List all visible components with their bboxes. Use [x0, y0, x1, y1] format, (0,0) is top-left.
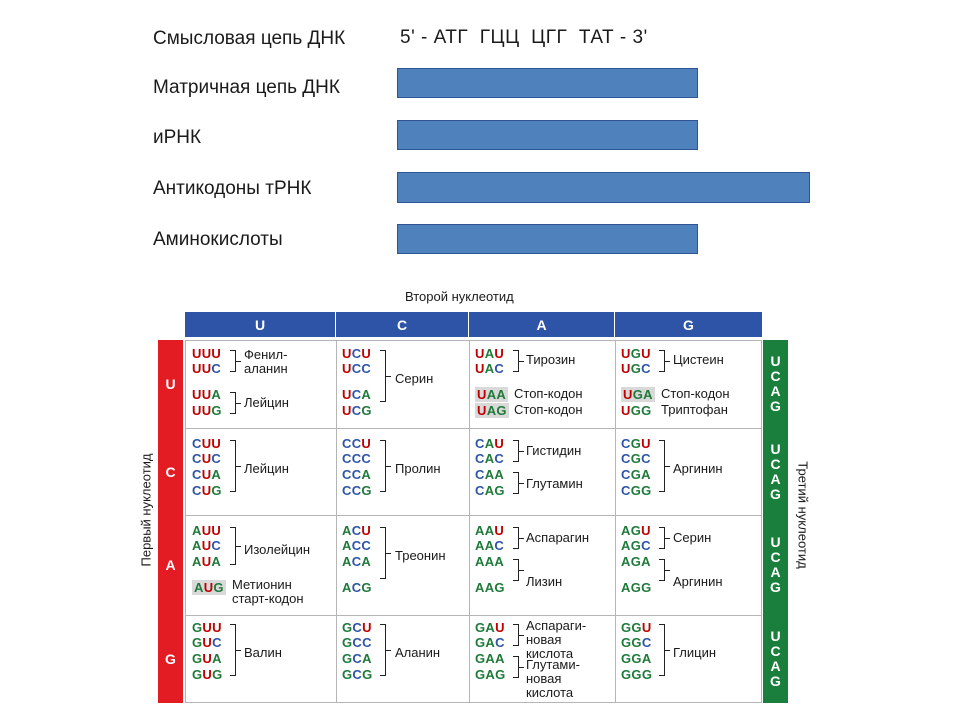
- amino-acid-label: Аспарагин: [526, 530, 590, 545]
- amino-acid-label: Глутами-: [526, 657, 580, 672]
- codon-ccc: CCC: [342, 451, 372, 466]
- column-header-a: A: [469, 312, 615, 337]
- codon-gac: GAC: [475, 635, 505, 650]
- codon-bracket: [380, 440, 386, 492]
- template-strand-label: Матричная цепь ДНК: [153, 77, 340, 98]
- codon-bracket: [230, 527, 236, 565]
- codon-uac: UAC: [475, 361, 505, 376]
- codon-bracket: [230, 624, 236, 676]
- amino-acid-label: Лизин: [526, 574, 563, 589]
- first-nucleotide-title: Первый нуклеотид: [138, 453, 154, 567]
- amino-acid-label: Серин: [395, 371, 434, 386]
- column-header-g: G: [615, 312, 762, 337]
- codon-gcg: GCG: [342, 667, 373, 682]
- codon-ucu: UCU: [342, 346, 372, 361]
- codon-bracket: [230, 392, 236, 414]
- codon-aga: AGA: [621, 554, 651, 569]
- third-letters-u: [763, 340, 788, 428]
- codon-bracket: [513, 350, 519, 372]
- trna-anticodons-label: Антикодоны тРНК: [153, 178, 312, 199]
- codon-cug: CUG: [192, 483, 222, 498]
- sense-strand-label: Смысловая цепь ДНК: [153, 28, 346, 49]
- amino-acid-label: Глутамин: [526, 476, 583, 491]
- codon-aaa: AAA: [475, 554, 505, 569]
- third-letters-a: [763, 515, 788, 615]
- amino-acid-label: Аспараги-: [526, 618, 587, 633]
- codon-guu: GUU: [192, 620, 222, 635]
- amino-acids-label: Аминокислоты: [153, 229, 283, 250]
- codon-bracket: [513, 624, 519, 646]
- column-header-u: U: [185, 312, 336, 337]
- codon-gcc: GCC: [342, 635, 372, 650]
- codon-acc: ACC: [342, 538, 372, 553]
- third-nucleotide-title-wrap: [793, 440, 813, 590]
- codon-guc: GUC: [192, 635, 222, 650]
- codon-aca: ACA: [342, 554, 372, 569]
- codon-caa: CAA: [475, 467, 505, 482]
- row-label-a: A: [165, 557, 176, 573]
- codon-uau: UAU: [475, 346, 505, 361]
- codon-aau: AAU: [475, 523, 505, 538]
- codon-bracket: [513, 656, 519, 678]
- amino-acid-label: Стоп-кодон: [514, 386, 583, 401]
- codon-uug: UUG: [192, 403, 222, 418]
- codon-uca: UCA: [342, 387, 372, 402]
- codon-bracket: [513, 472, 519, 494]
- codon-ggg: GGG: [621, 667, 653, 682]
- amino-acid-label: Триптофан: [661, 402, 728, 417]
- codon-bracket: [659, 624, 665, 676]
- codon-uuc: UUC: [192, 361, 222, 376]
- amino-acid-label: Стоп-кодон: [661, 386, 730, 401]
- amino-acid-label: новая: [526, 671, 562, 686]
- codon-acu: ACU: [342, 523, 372, 538]
- codon-ucc: UCC: [342, 361, 372, 376]
- amino-acid-label: Валин: [244, 645, 282, 660]
- codon-cgu: CGU: [621, 436, 651, 451]
- third-letter: A: [770, 383, 781, 399]
- amino-acid-label: Цистеин: [673, 352, 724, 367]
- codon-cac: CAC: [475, 451, 505, 466]
- amino-acid-label: Аланин: [395, 645, 441, 660]
- codon-ggu: GGU: [621, 620, 652, 635]
- codon-bracket: [659, 440, 665, 492]
- codon-cga: CGA: [621, 467, 651, 482]
- codon-bracket: [659, 350, 665, 372]
- codon-cua: CUA: [192, 467, 222, 482]
- codon-bracket: [380, 624, 386, 676]
- third-letter: U: [770, 534, 781, 550]
- codon-bracket: [230, 440, 236, 492]
- third-letter: A: [770, 658, 781, 674]
- codon-bracket: [659, 559, 665, 581]
- amino-acid-label: Лейцин: [244, 395, 289, 410]
- second-nucleotide-title: Второй нуклеотид: [405, 289, 514, 304]
- amino-acid-label: старт-кодон: [232, 591, 304, 606]
- codon-cgg: CGG: [621, 483, 652, 498]
- codon-agu: AGU: [621, 523, 651, 538]
- first-nucleotide-title-wrap: [136, 435, 156, 585]
- codon-ggc: GGC: [621, 635, 652, 650]
- amino-acid-label: Серин: [673, 530, 712, 545]
- third-letter: G: [770, 579, 781, 595]
- template-strand-answer-box[interactable]: [397, 68, 698, 98]
- codon-cau: CAU: [475, 436, 505, 451]
- codon-gca: GCA: [342, 651, 372, 666]
- codon-ugc: UGC: [621, 361, 651, 376]
- codon-cca: CCA: [342, 467, 372, 482]
- codon-aug: AUG: [194, 580, 224, 595]
- codon-bracket: [230, 350, 236, 372]
- third-letters-c: [763, 428, 788, 515]
- codon-cuc: CUC: [192, 451, 222, 466]
- codon-ccu: CCU: [342, 436, 372, 451]
- amino-acid-label: Аргинин: [673, 574, 723, 589]
- third-letters-g: [763, 615, 788, 703]
- codon-gag: GAG: [475, 667, 506, 682]
- codon-bracket: [513, 559, 519, 581]
- codon-gau: GAU: [475, 620, 505, 635]
- amino-acid-label: Фенил-: [244, 347, 288, 362]
- mrna-answer-box[interactable]: [397, 120, 698, 150]
- third-letter: U: [770, 353, 781, 369]
- third-letter: U: [770, 628, 781, 644]
- codon-gug: GUG: [192, 667, 223, 682]
- row-label-g: G: [165, 651, 176, 667]
- third-letter: G: [770, 673, 781, 689]
- codon-bracket: [513, 440, 519, 462]
- codon-uaa: UAA: [477, 387, 507, 402]
- codon-bracket: [380, 527, 386, 579]
- column-header-c: C: [336, 312, 469, 337]
- amino-acid-label: Метионин: [232, 577, 292, 592]
- row-label-c: C: [165, 463, 176, 480]
- codon-cag: CAG: [475, 483, 505, 498]
- codon-gaa: GAA: [475, 651, 505, 666]
- amino-acid-label: Пролин: [395, 461, 441, 476]
- codon-ucg: UCG: [342, 403, 372, 418]
- mrna-label: иРНК: [153, 127, 202, 148]
- third-letter: C: [770, 368, 781, 384]
- codon-agg: AGG: [621, 580, 652, 595]
- third-letter: A: [770, 470, 781, 487]
- codon-agc: AGC: [621, 538, 651, 553]
- amino-acid-label: Лейцин: [244, 461, 289, 476]
- codon-bracket: [513, 527, 519, 549]
- third-letter: C: [770, 455, 781, 472]
- amino-acid-label: Стоп-кодон: [514, 402, 583, 417]
- codon-auu: AUU: [192, 523, 222, 538]
- amino-acid-label: новая: [526, 632, 562, 647]
- codon-uag: UAG: [477, 403, 507, 418]
- codon-gcu: GCU: [342, 620, 372, 635]
- third-letter: G: [770, 398, 781, 414]
- amino-acid-label: Тирозин: [526, 352, 576, 367]
- amino-acid-label: кислота: [526, 685, 574, 700]
- codon-gua: GUA: [192, 651, 222, 666]
- codon-aac: AAC: [475, 538, 505, 553]
- amino-acid-label: Изолейцин: [244, 542, 311, 557]
- third-letter: C: [770, 643, 781, 659]
- codon-ugu: UGU: [621, 346, 651, 361]
- codon-cgc: CGC: [621, 451, 651, 466]
- third-letter: G: [770, 485, 781, 502]
- amino-acid-label: Треонин: [395, 548, 446, 563]
- amino-acids-answer-box[interactable]: [397, 224, 698, 254]
- third-letter: A: [770, 564, 781, 580]
- third-letter: U: [770, 440, 781, 457]
- codon-ugg: UGG: [621, 403, 652, 418]
- codon-uuu: UUU: [192, 346, 222, 361]
- amino-acid-label: Аргинин: [673, 461, 723, 476]
- codon-uga: UGA: [623, 387, 653, 402]
- amino-acid-label: Глицин: [673, 645, 717, 660]
- codon-aag: AAG: [475, 580, 505, 595]
- amino-acid-label: кислота: [526, 646, 574, 661]
- codon-auc: AUC: [192, 538, 222, 553]
- trna-anticodons-answer-box[interactable]: [397, 172, 810, 203]
- sense-strand-sequence: 5' - АТГ ГЦЦ ЦГГ ТАТ - 3': [400, 27, 648, 48]
- amino-acid-label: Гистидин: [526, 443, 582, 458]
- codon-acg: ACG: [342, 580, 372, 595]
- codon-bracket: [380, 350, 386, 402]
- third-nucleotide-title: Третий нуклеотид: [795, 461, 811, 569]
- amino-acid-label: аланин: [244, 361, 288, 376]
- codon-ccg: CCG: [342, 483, 372, 498]
- third-letter: C: [770, 549, 781, 565]
- codon-aua: AUA: [192, 554, 222, 569]
- codon-gga: GGA: [621, 651, 652, 666]
- codon-bracket: [659, 527, 665, 549]
- codon-uua: UUA: [192, 387, 222, 402]
- codon-cuu: CUU: [192, 436, 222, 451]
- row-label-u: U: [165, 376, 176, 392]
